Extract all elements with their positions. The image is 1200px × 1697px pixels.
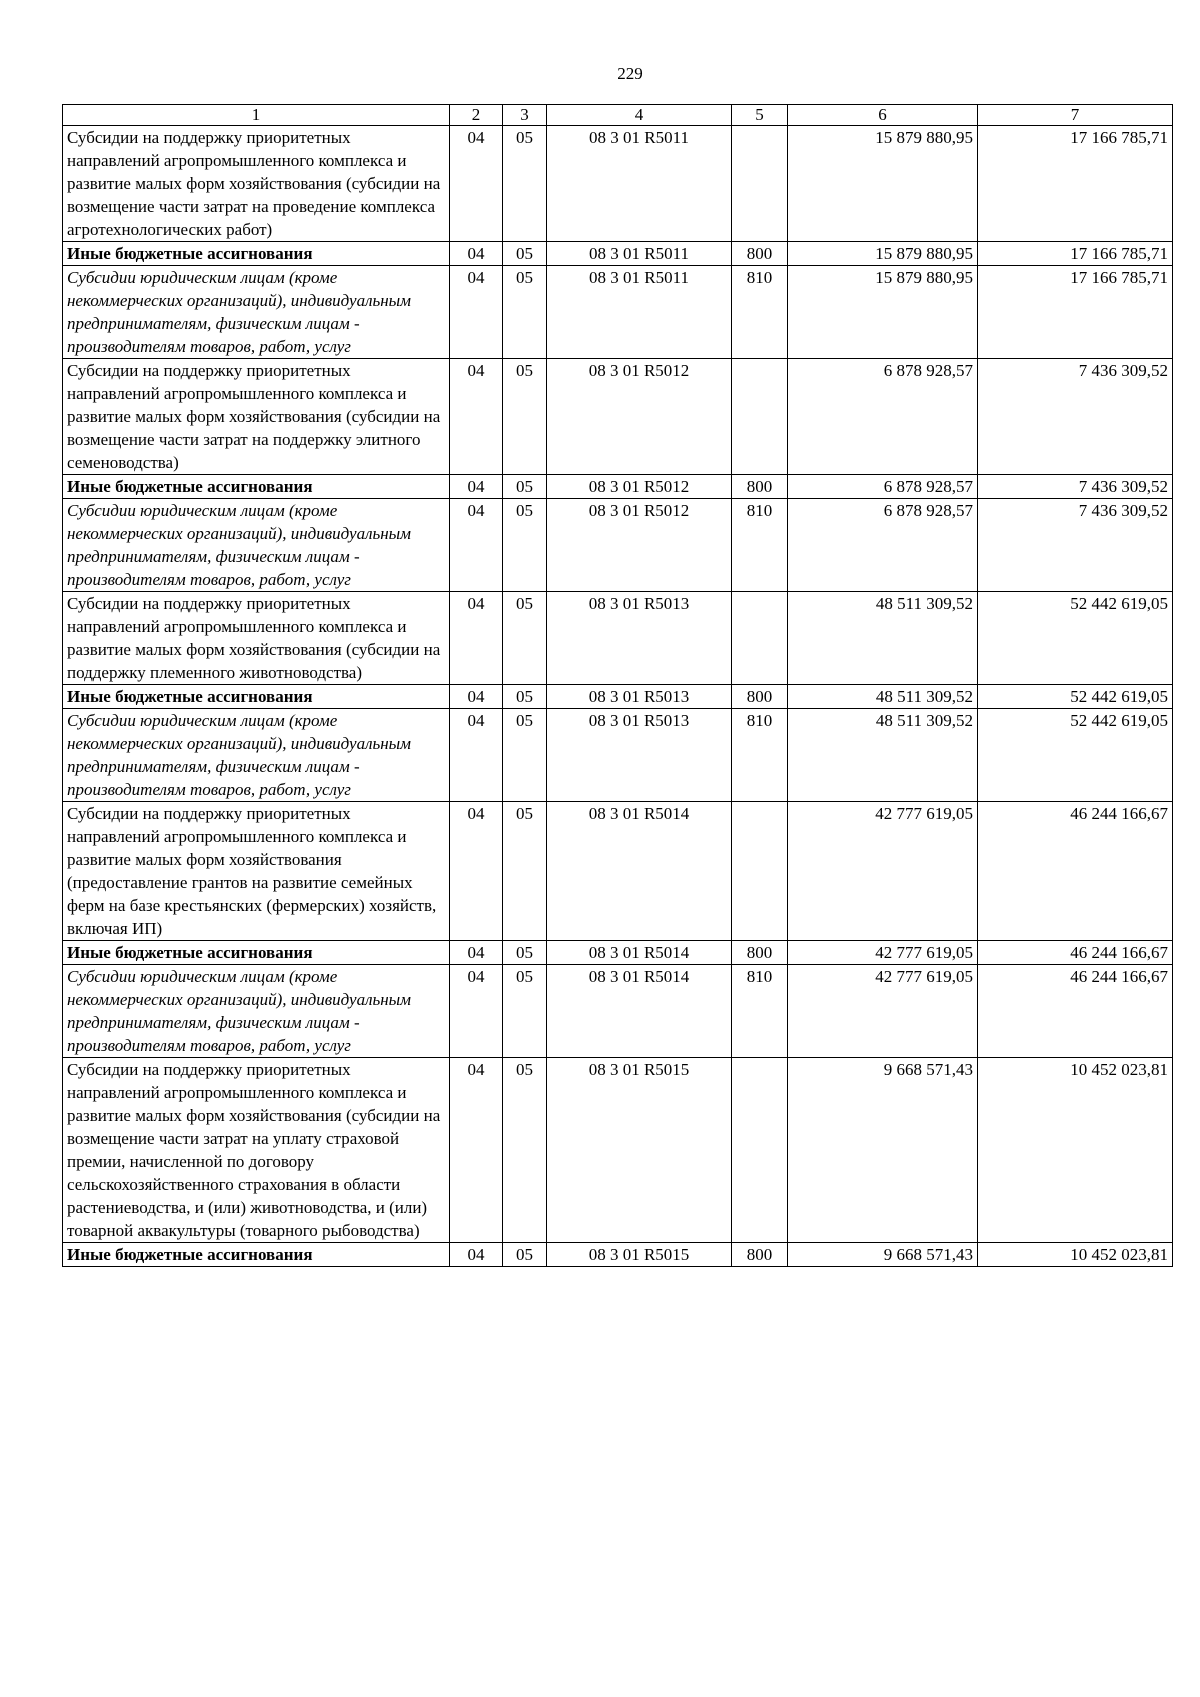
row-expense-type-cell: 800 [732, 941, 788, 965]
row-expense-type-cell: 810 [732, 709, 788, 802]
header-cell-6: 6 [788, 105, 978, 126]
table-row [63, 266, 1173, 359]
row-section-cell: 04 [450, 475, 503, 499]
table-row [63, 685, 1173, 709]
row-name-cell: Иные бюджетные ассигнования [63, 685, 450, 709]
row-amount-1-cell: 15 879 880,95 [788, 242, 978, 266]
row-expense-type-cell: 800 [732, 475, 788, 499]
row-amount-1-cell: 42 777 619,05 [788, 965, 978, 1058]
table-row [63, 359, 1173, 475]
header-cell-2: 2 [450, 105, 503, 126]
row-name-cell: Субсидии юридическим лицам (кроме некоммерческих организаций), индивидуальным предпринимателям, физическим лицам - производителям товаров, работ, услуг [63, 709, 450, 802]
header-cell-1: 1 [63, 105, 450, 126]
row-amount-2-cell: 7 436 309,52 [978, 359, 1173, 475]
row-amount-1-cell: 42 777 619,05 [788, 802, 978, 941]
row-expense-type-cell [732, 802, 788, 941]
table-row [63, 499, 1173, 592]
row-expense-type-cell: 800 [732, 685, 788, 709]
row-section-cell: 04 [450, 965, 503, 1058]
row-name-cell: Иные бюджетные ассигнования [63, 475, 450, 499]
row-amount-2-cell: 52 442 619,05 [978, 592, 1173, 685]
row-amount-1-cell: 48 511 309,52 [788, 685, 978, 709]
header-cell-7: 7 [978, 105, 1173, 126]
row-subsection-cell: 05 [503, 592, 547, 685]
row-target-code-cell: 08 3 01 R5013 [547, 709, 732, 802]
row-amount-1-cell: 48 511 309,52 [788, 709, 978, 802]
row-section-cell: 04 [450, 685, 503, 709]
row-subsection-cell: 05 [503, 242, 547, 266]
row-subsection-cell: 05 [503, 475, 547, 499]
row-section-cell: 04 [450, 1243, 503, 1267]
row-amount-1-cell: 42 777 619,05 [788, 941, 978, 965]
row-amount-1-cell: 9 668 571,43 [788, 1058, 978, 1243]
row-amount-1-cell: 6 878 928,57 [788, 475, 978, 499]
row-name-cell: Иные бюджетные ассигнования [63, 941, 450, 965]
row-subsection-cell: 05 [503, 941, 547, 965]
row-name-cell: Субсидии на поддержку приоритетных направлений агропромышленного комплекса и развитие малых форм хозяйствования (субсидии на возмещение части затрат на уплату страховой премии, начисленной по договору сельскохозяйственного страхования в области растениеводства, и (или) животноводства, и (или) товарной аквакультуры (товарного рыбоводства) [63, 1058, 450, 1243]
row-target-code-cell: 08 3 01 R5011 [547, 242, 732, 266]
row-amount-2-cell: 46 244 166,67 [978, 941, 1173, 965]
row-name-cell: Иные бюджетные ассигнования [63, 242, 450, 266]
row-section-cell: 04 [450, 499, 503, 592]
row-target-code-cell: 08 3 01 R5011 [547, 126, 732, 242]
row-section-cell: 04 [450, 709, 503, 802]
row-name-cell: Субсидии юридическим лицам (кроме некоммерческих организаций), индивидуальным предпринимателям, физическим лицам - производителям товаров, работ, услуг [63, 965, 450, 1058]
table-body [63, 126, 1173, 1267]
row-subsection-cell: 05 [503, 126, 547, 242]
row-target-code-cell: 08 3 01 R5013 [547, 592, 732, 685]
row-subsection-cell: 05 [503, 965, 547, 1058]
row-amount-2-cell: 10 452 023,81 [978, 1058, 1173, 1243]
row-subsection-cell: 05 [503, 709, 547, 802]
row-subsection-cell: 05 [503, 685, 547, 709]
row-expense-type-cell [732, 1058, 788, 1243]
row-target-code-cell: 08 3 01 R5011 [547, 266, 732, 359]
row-name-cell: Субсидии на поддержку приоритетных направлений агропромышленного комплекса и развитие малых форм хозяйствования (субсидии на поддержку племенного животноводства) [63, 592, 450, 685]
row-name-cell: Иные бюджетные ассигнования [63, 1243, 450, 1267]
row-amount-2-cell: 46 244 166,67 [978, 965, 1173, 1058]
row-amount-2-cell: 17 166 785,71 [978, 266, 1173, 359]
row-subsection-cell: 05 [503, 359, 547, 475]
row-amount-1-cell: 15 879 880,95 [788, 266, 978, 359]
row-amount-1-cell: 9 668 571,43 [788, 1243, 978, 1267]
row-name-cell: Субсидии на поддержку приоритетных направлений агропромышленного комплекса и развитие малых форм хозяйствования (предоставление грантов на развитие семейных ферм на базе крестьянских (фермерских) хозяйств, включая ИП) [63, 802, 450, 941]
table-row [63, 709, 1173, 802]
row-amount-2-cell: 52 442 619,05 [978, 709, 1173, 802]
table-row [63, 592, 1173, 685]
row-target-code-cell: 08 3 01 R5014 [547, 802, 732, 941]
row-section-cell: 04 [450, 941, 503, 965]
row-subsection-cell: 05 [503, 499, 547, 592]
row-amount-2-cell: 52 442 619,05 [978, 685, 1173, 709]
row-name-cell: Субсидии юридическим лицам (кроме некоммерческих организаций), индивидуальным предпринимателям, физическим лицам - производителям товаров, работ, услуг [63, 499, 450, 592]
row-section-cell: 04 [450, 266, 503, 359]
row-subsection-cell: 05 [503, 266, 547, 359]
table-row [63, 941, 1173, 965]
row-subsection-cell: 05 [503, 1243, 547, 1267]
table-row [63, 965, 1173, 1058]
row-expense-type-cell: 800 [732, 1243, 788, 1267]
row-target-code-cell: 08 3 01 R5015 [547, 1243, 732, 1267]
row-expense-type-cell: 810 [732, 499, 788, 592]
row-section-cell: 04 [450, 1058, 503, 1243]
row-amount-2-cell: 7 436 309,52 [978, 475, 1173, 499]
row-expense-type-cell [732, 359, 788, 475]
row-amount-1-cell: 6 878 928,57 [788, 359, 978, 475]
row-target-code-cell: 08 3 01 R5014 [547, 941, 732, 965]
budget-table [62, 104, 1173, 1267]
row-name-cell: Субсидии на поддержку приоритетных направлений агропромышленного комплекса и развитие малых форм хозяйствования (субсидии на возмещение части затрат на проведение комплекса агротехнологических работ) [63, 126, 450, 242]
row-section-cell: 04 [450, 126, 503, 242]
row-target-code-cell: 08 3 01 R5012 [547, 359, 732, 475]
table-row [63, 1243, 1173, 1267]
row-expense-type-cell: 800 [732, 242, 788, 266]
row-amount-2-cell: 10 452 023,81 [978, 1243, 1173, 1267]
row-target-code-cell: 08 3 01 R5015 [547, 1058, 732, 1243]
row-amount-2-cell: 17 166 785,71 [978, 126, 1173, 242]
row-subsection-cell: 05 [503, 802, 547, 941]
row-target-code-cell: 08 3 01 R5014 [547, 965, 732, 1058]
table-row [63, 126, 1173, 242]
row-name-cell: Субсидии юридическим лицам (кроме некоммерческих организаций), индивидуальным предпринимателям, физическим лицам - производителям товаров, работ, услуг [63, 266, 450, 359]
row-expense-type-cell [732, 126, 788, 242]
row-section-cell: 04 [450, 242, 503, 266]
row-target-code-cell: 08 3 01 R5013 [547, 685, 732, 709]
row-subsection-cell: 05 [503, 1058, 547, 1243]
header-row [63, 105, 1173, 126]
row-amount-1-cell: 48 511 309,52 [788, 592, 978, 685]
header-cell-3: 3 [503, 105, 547, 126]
row-amount-1-cell: 15 879 880,95 [788, 126, 978, 242]
row-amount-1-cell: 6 878 928,57 [788, 499, 978, 592]
row-amount-2-cell: 17 166 785,71 [978, 242, 1173, 266]
table-row [63, 802, 1173, 941]
row-amount-2-cell: 46 244 166,67 [978, 802, 1173, 941]
row-amount-2-cell: 7 436 309,52 [978, 499, 1173, 592]
header-cell-5: 5 [732, 105, 788, 126]
table-row [63, 1058, 1173, 1243]
row-expense-type-cell: 810 [732, 266, 788, 359]
row-name-cell: Субсидии на поддержку приоритетных направлений агропромышленного комплекса и развитие малых форм хозяйствования (субсидии на возмещение части затрат на поддержку элитного семеноводства) [63, 359, 450, 475]
row-section-cell: 04 [450, 592, 503, 685]
header-cell-4: 4 [547, 105, 732, 126]
row-expense-type-cell [732, 592, 788, 685]
row-section-cell: 04 [450, 802, 503, 941]
row-expense-type-cell: 810 [732, 965, 788, 1058]
table-row [63, 242, 1173, 266]
row-target-code-cell: 08 3 01 R5012 [547, 475, 732, 499]
row-section-cell: 04 [450, 359, 503, 475]
row-target-code-cell: 08 3 01 R5012 [547, 499, 732, 592]
page-number: 229 [617, 64, 643, 83]
table-row [63, 475, 1173, 499]
